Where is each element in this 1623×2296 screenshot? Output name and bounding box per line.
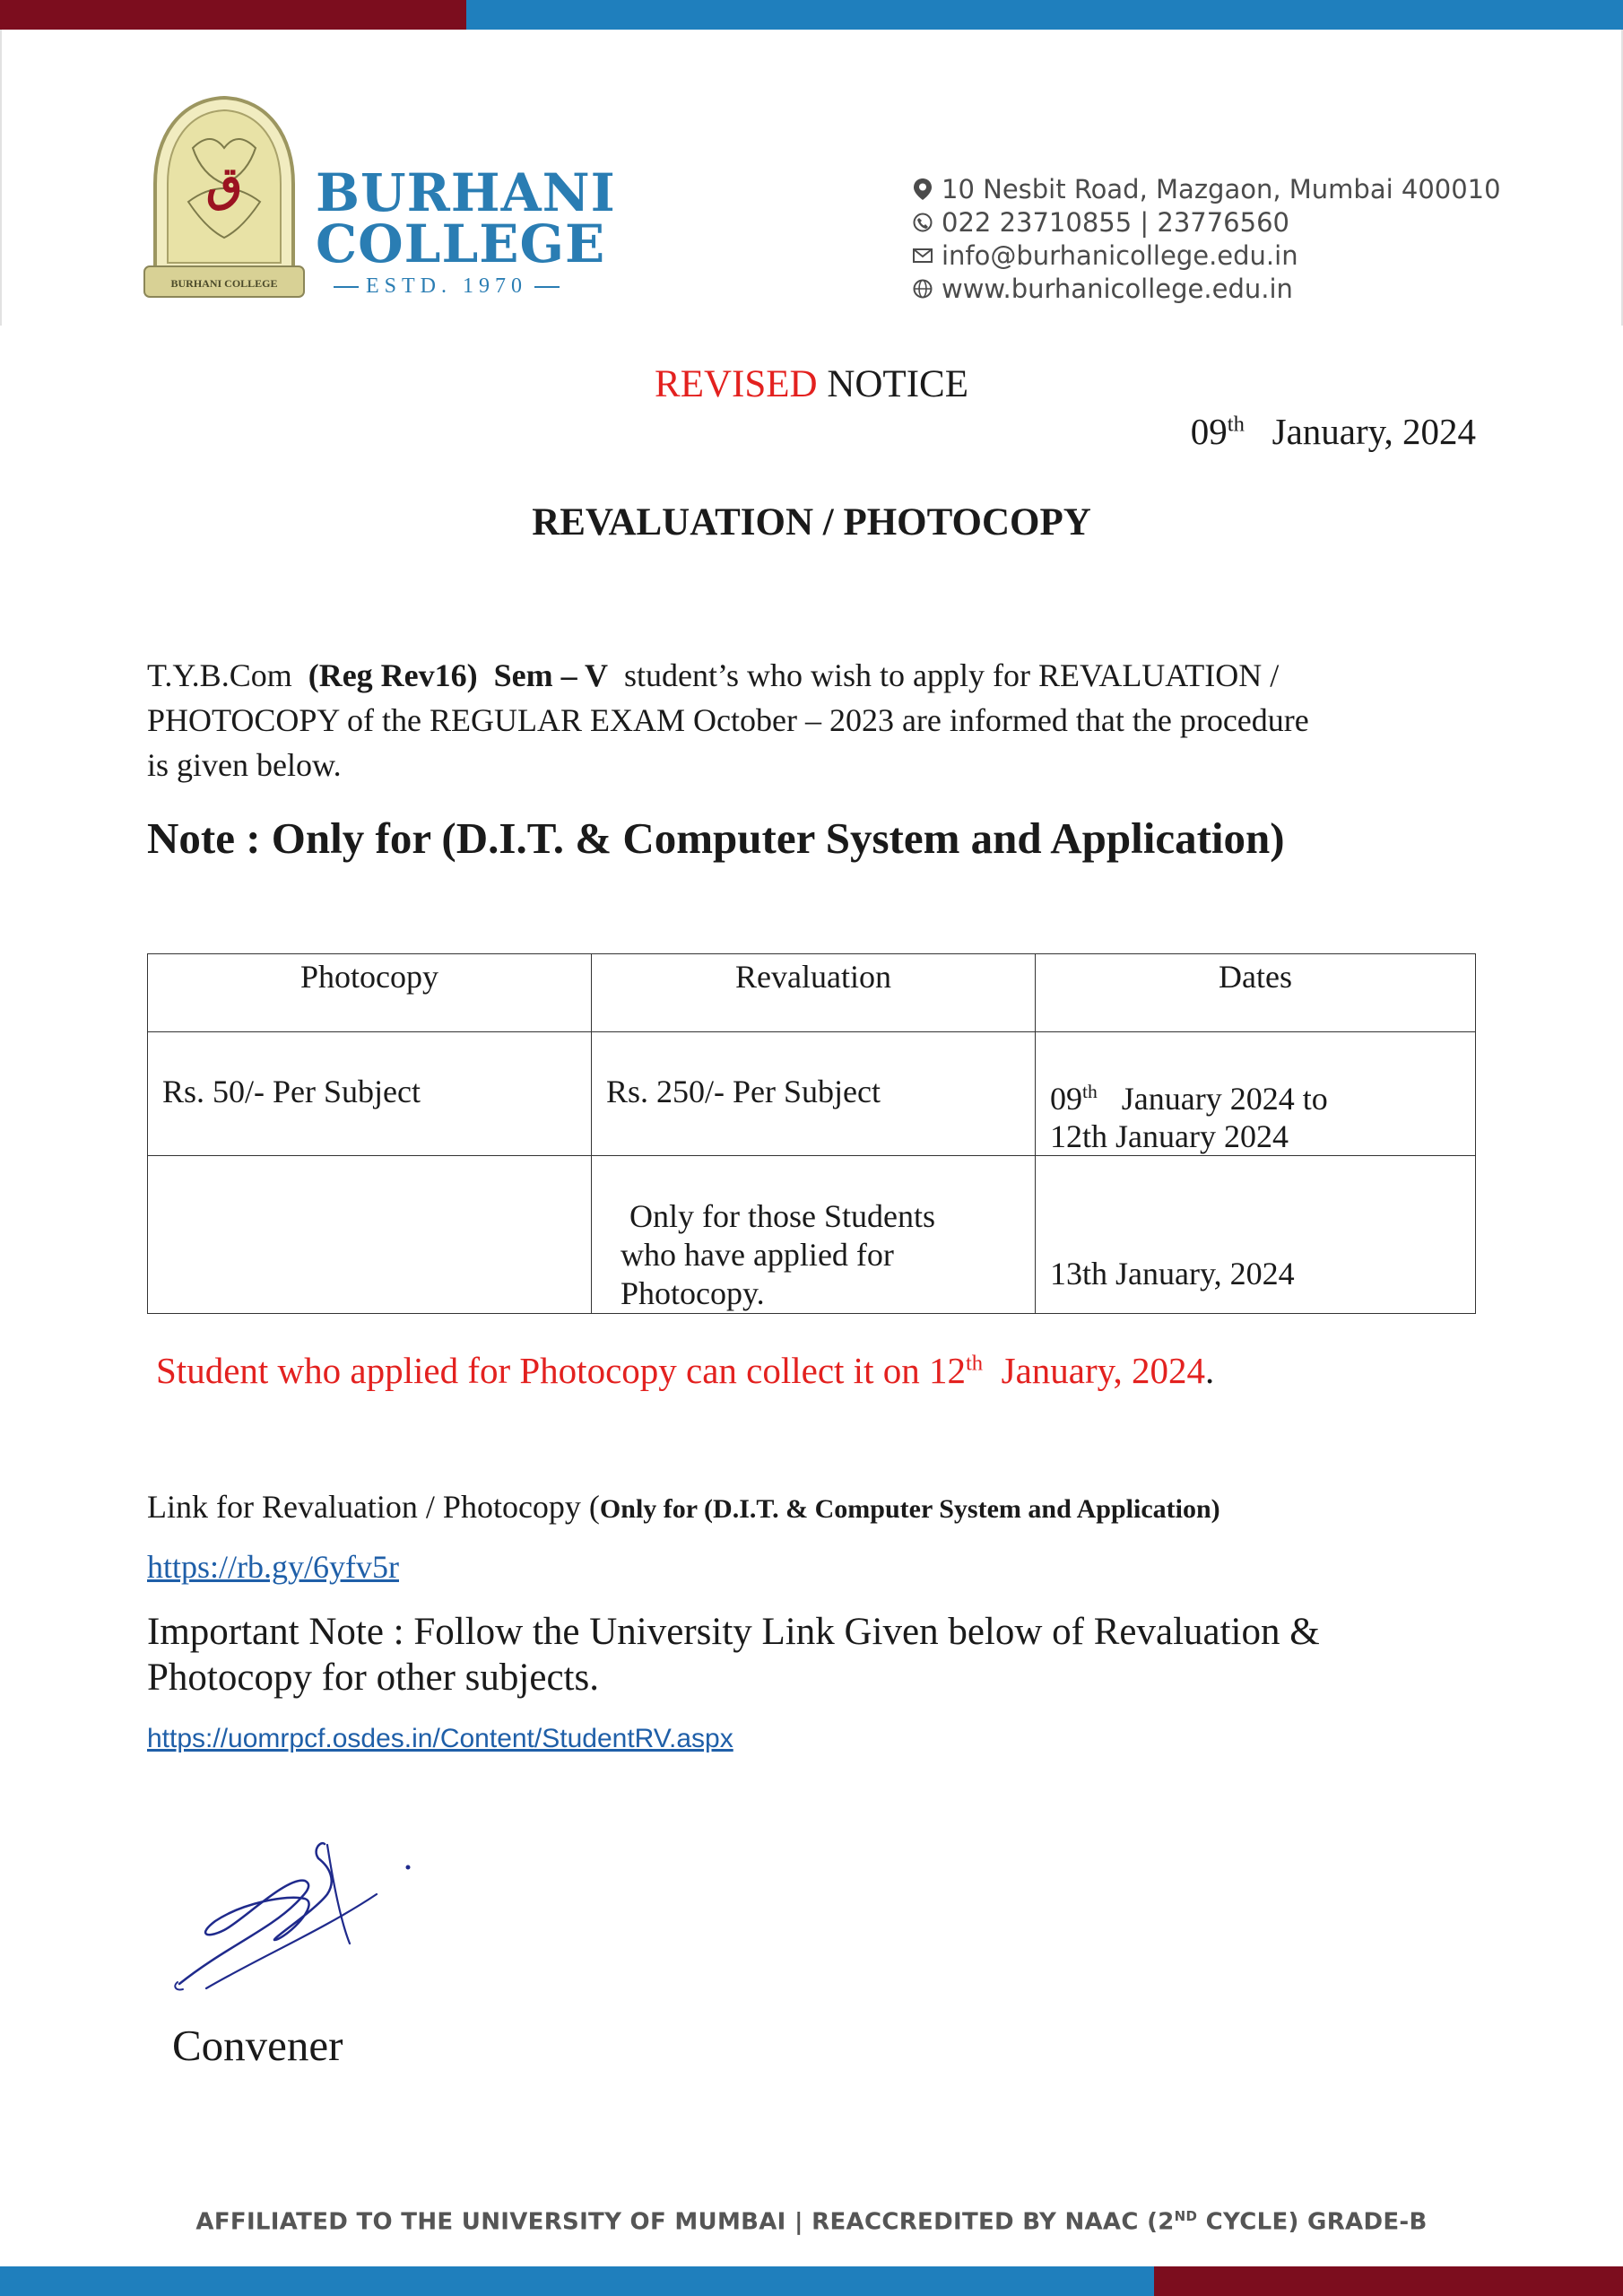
email-text: info@burhanicollege.edu.in (942, 239, 1298, 271)
revised-label: REVISED (655, 363, 818, 405)
phone-icon (913, 213, 933, 232)
bottom-bar-blue (0, 2266, 1154, 2296)
link-label (147, 1488, 1220, 1526)
header-photocopy: Photocopy (148, 954, 592, 1032)
para-line-1-end: student’s who wish to apply for REVALUATION / (623, 657, 1280, 693)
contact-address (913, 172, 1501, 205)
cell-revaluation-fee: Rs. 250/- Per Subject (592, 1032, 1036, 1156)
address-text: 10 Nesbit Road, Mazgaon, Mumbai 400010 (942, 173, 1501, 204)
header-revaluation: Revaluation (592, 954, 1036, 1032)
dates-range-suffix: th (1082, 1081, 1098, 1102)
collect-text: Student who applied for Photocopy can collect it on 12 (156, 1350, 966, 1391)
contact-phone (913, 205, 1501, 239)
phone-text: 022 23710855 | 23776560 (942, 206, 1289, 238)
college-name-line2: COLLEGE (316, 213, 606, 274)
footer-text-before: AFFILIATED TO THE UNIVERSITY OF MUMBAI | REACCREDITED BY NAAC (2 (195, 2208, 1175, 2236)
contact-block (913, 172, 1501, 305)
contact-website (913, 272, 1501, 305)
short-url-link[interactable]: https://rb.gy/6yfv5r (147, 1549, 399, 1585)
college-seal-logo (139, 94, 309, 302)
cell-revaluation-note (592, 1156, 1036, 1314)
website-text: www.burhanicollege.edu.in (942, 273, 1293, 304)
para-sem: Sem – V (493, 657, 608, 693)
note-heading: Note : Only for (D.I.T. & Computer System and Application) (147, 813, 1285, 863)
revised-notice-heading (0, 362, 1623, 406)
footer-accreditation (0, 2208, 1623, 2236)
para-line-2: PHOTOCOPY of the REGULAR EXAM October – 2023 are informed that the procedure (147, 702, 1309, 738)
revaluation-note-line-3: Photocopy. (621, 1275, 765, 1311)
para-line-1 (147, 653, 1476, 698)
contact-email (913, 239, 1501, 272)
seal-text: BURHANI COLLEGE (170, 277, 278, 290)
table-row (148, 1032, 1476, 1156)
notice-date-day: 09 (1190, 411, 1228, 452)
para-course: T.Y.B.Com (147, 657, 292, 693)
para-reg: (Reg Rev16) (308, 657, 478, 693)
collect-suffix: th (965, 1351, 984, 1376)
cell-dates-range (1036, 1032, 1476, 1156)
link-label-text: Link for Revaluation / Photocopy ( (147, 1489, 600, 1525)
fees-table (147, 953, 1476, 1314)
top-bar-maroon (0, 0, 466, 30)
cell-photocopy-empty (148, 1156, 592, 1314)
important-note (147, 1609, 1320, 1700)
dates-range-line-2: 12th January 2024 (1050, 1118, 1289, 1154)
globe-icon (913, 279, 933, 299)
important-note-line-1: Important Note : Follow the University Link Given below of Revaluation & (147, 1611, 1320, 1653)
footer-superscript: ND (1174, 2208, 1198, 2224)
estd-label: ESTD. 1970 (366, 274, 527, 298)
bottom-bar-maroon (1154, 2266, 1623, 2296)
dates-range-day: 09 (1050, 1081, 1082, 1117)
cell-revaluation-date: 13th January, 2024 (1036, 1156, 1476, 1314)
table-row (148, 1156, 1476, 1314)
notice-date-suffix: th (1227, 412, 1245, 437)
university-url-link[interactable]: https://uomrpcf.osdes.in/Content/StudentRV.aspx (147, 1724, 733, 1753)
notice-label: NOTICE (827, 363, 968, 405)
important-note-line-2: Photocopy for other subjects. (147, 1657, 599, 1699)
link-label-bold: Only for (D.I.T. & Computer System and Application) (599, 1494, 1220, 1524)
revaluation-note-line-2: who have applied for (621, 1237, 894, 1273)
collect-notice (156, 1349, 1214, 1392)
collect-period: . (1204, 1350, 1215, 1391)
college-name-line1: BURHANI (316, 162, 616, 223)
notice-date (1191, 410, 1476, 453)
top-bar-blue (466, 0, 1623, 30)
notice-paragraph (147, 653, 1476, 787)
footer-text-after: CYCLE) GRADE-B (1197, 2208, 1428, 2236)
svg-text:ق: ق (205, 157, 243, 212)
header-dates: Dates (1036, 954, 1476, 1032)
cell-photocopy-fee: Rs. 50/- Per Subject (148, 1032, 592, 1156)
dates-range-line-1 (1050, 1073, 1461, 1118)
collect-date: January, 2024 (1001, 1350, 1205, 1391)
revaluation-note-line-1: Only for those Students (629, 1198, 935, 1234)
para-line-3: is given below. (147, 747, 342, 783)
dates-range-line-1-rest: January 2024 to (1121, 1081, 1328, 1117)
table-header-row (148, 954, 1476, 1032)
signature-image (170, 1831, 421, 2002)
notice-date-rest: January, 2024 (1271, 411, 1476, 452)
estd-line (334, 274, 560, 299)
header-left-edge (0, 30, 2, 326)
signature-title: Convener (172, 2021, 343, 2070)
para-line-1-left (147, 653, 1279, 698)
notice-title: REVALUATION / PHOTOCOPY (532, 501, 1091, 544)
location-pin-icon (913, 178, 933, 201)
mail-icon (913, 248, 933, 264)
